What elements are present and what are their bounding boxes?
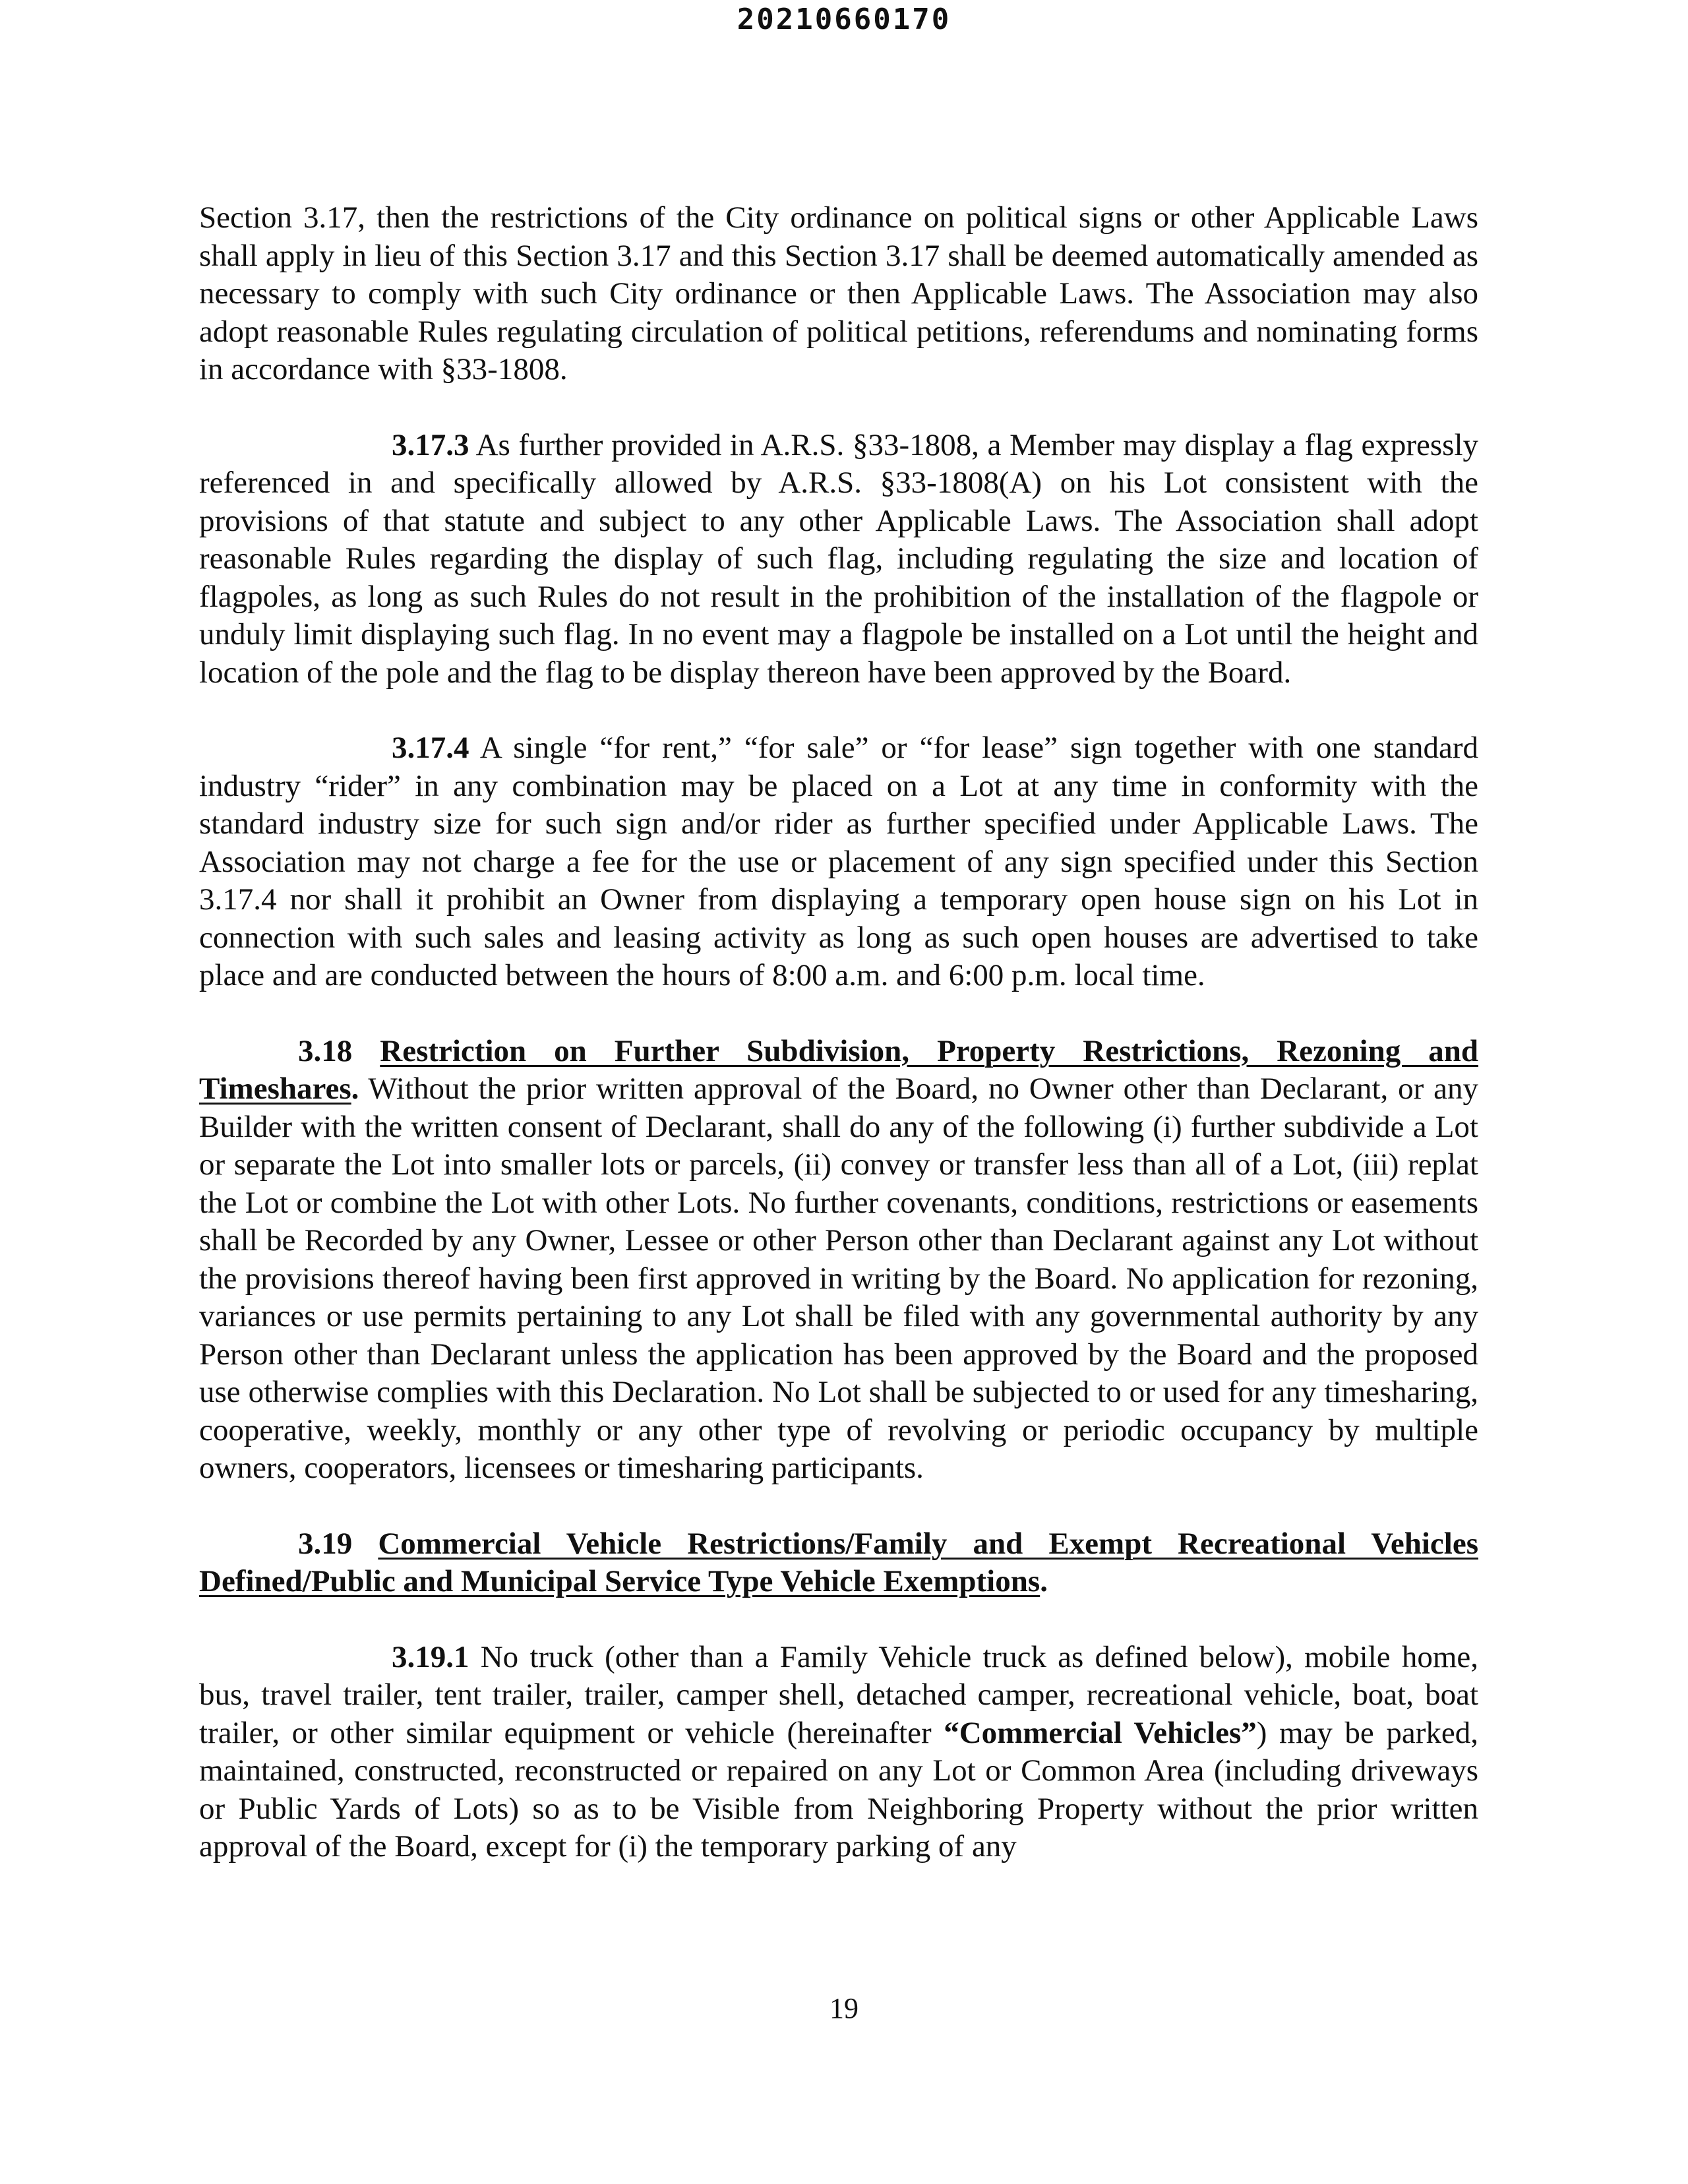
defined-term: “Commercial Vehicles” — [944, 1715, 1257, 1750]
paragraph-3-17-4 — [199, 729, 1478, 995]
page-body — [199, 199, 1478, 1904]
paragraph-text: No truck (other than a Family Vehicle truck as defined below), mobile home, bus, travel trailer, tent trailer, trailer, camper shell, detached camper, recreational vehicle, boat, boat trailer, or other similar equipment or vehicle (hereinafter — [199, 1639, 1478, 1750]
document-number: 20210660170 — [737, 3, 951, 36]
paragraph-text: A single “for rent,” “for sale” or “for lease” sign together with one standard industry “rider” in any combination may be placed on a Lot at any time in conformity with the standard industry size for such sign and/or rider as further specified under Applicable Laws. The Association may not charge a fee for the use or placement of any sign specified under this Section 3.17.4 nor shall it prohibit an Owner from displaying a temporary open house sign on his Lot in connection with such sales and leasing activity as long as such open houses are advertised to take place and are conducted between the hours of 8:00 a.m. and 6:00 p.m. local time. — [199, 731, 1478, 992]
heading-period: . — [1040, 1564, 1048, 1598]
section-number: 3.18 — [298, 1033, 353, 1068]
page-number: 19 — [829, 1992, 859, 2024]
paragraph-text: As further provided in A.R.S. §33-1808, a Member may display a flag expressly referenced in and specifically allowed by A.R.S. §33-1808(A) on his Lot consistent with the provisions of that statute and subject to any other Applicable Laws. The Association shall adopt reasonable Rules regarding the display of such flag, including regulating the size and location of flagpoles, as long as such Rules do not result in the prohibition of the installation of the flagpole or unduly limit displaying such flag. In no event may a flagpole be installed on a Lot until the height and location of the pole and the flag to be display thereon have been approved by the Board. — [199, 427, 1478, 690]
paragraph-text: Without the prior written approval of the Board, no Owner other than Declarant, or any Builder with the written consent of Declarant, shall do any of the following (i) further subdivide a Lot or separate the Lot into smaller lots or parcels, (ii) convey or transfer less than all of a Lot, (iii) replat the Lot or combine the Lot with other Lots. No further covenants, conditions, restrictions or easements shall be Recorded by any Owner, Lessee or other Person other than Declarant against any Lot without the provisions thereof having been first approved in writing by the Board. No application for rezoning, variances or use permits pertaining to any Lot shall be filed with any governmental authority by any Person other than Declarant unless the application has been approved by the Board and the proposed use otherwise complies with this Declaration. No Lot shall be subjected to or used for any timesharing, cooperative, weekly, monthly or any other type of revolving or periodic occupancy by multiple owners, cooperators, licensees or timesharing participants. — [199, 1072, 1478, 1485]
paragraph-text: Section 3.17, then the restrictions of the City ordinance on political signs or other Applicable Laws shall apply in lieu of this Section 3.17 and this Section 3.17 shall be deemed automatically amended as necessary to comply with such City ordinance or then Applicable Laws. The Association may also adopt reasonable Rules regulating circulation of political petitions, referendums and nominating forms in accordance with §33-1808. — [199, 200, 1478, 386]
section-3-18 — [199, 1033, 1478, 1488]
section-3-19 — [199, 1525, 1478, 1601]
section-heading: Restriction on Further Subdivision, Property Restrictions, Rezoning and Timeshares — [199, 1033, 1478, 1106]
paragraph-text: ) may be parked, maintained, constructed, reconstructed or repaired on any Lot or Common Area (including driveways or Public Yards of Lots) so as to be Visible from Neighboring Property without the prior written approval of the Board, except for (i) the temporary parking of any — [199, 1715, 1478, 1864]
section-heading: Commercial Vehicle Restrictions/Family and Exempt Recreational Vehicles Defined/Public and Municipal Service Type Vehicle Exemptions — [199, 1526, 1478, 1598]
section-number: 3.19 — [298, 1526, 353, 1561]
section-number: 3.17.3 — [392, 427, 469, 462]
paragraph-3-17-3 — [199, 427, 1478, 692]
paragraph-3-17-continued — [199, 199, 1478, 389]
section-number: 3.19.1 — [392, 1639, 469, 1674]
section-number: 3.17.4 — [392, 731, 469, 765]
paragraph-3-19-1 — [199, 1639, 1478, 1866]
heading-period: . — [351, 1072, 359, 1106]
